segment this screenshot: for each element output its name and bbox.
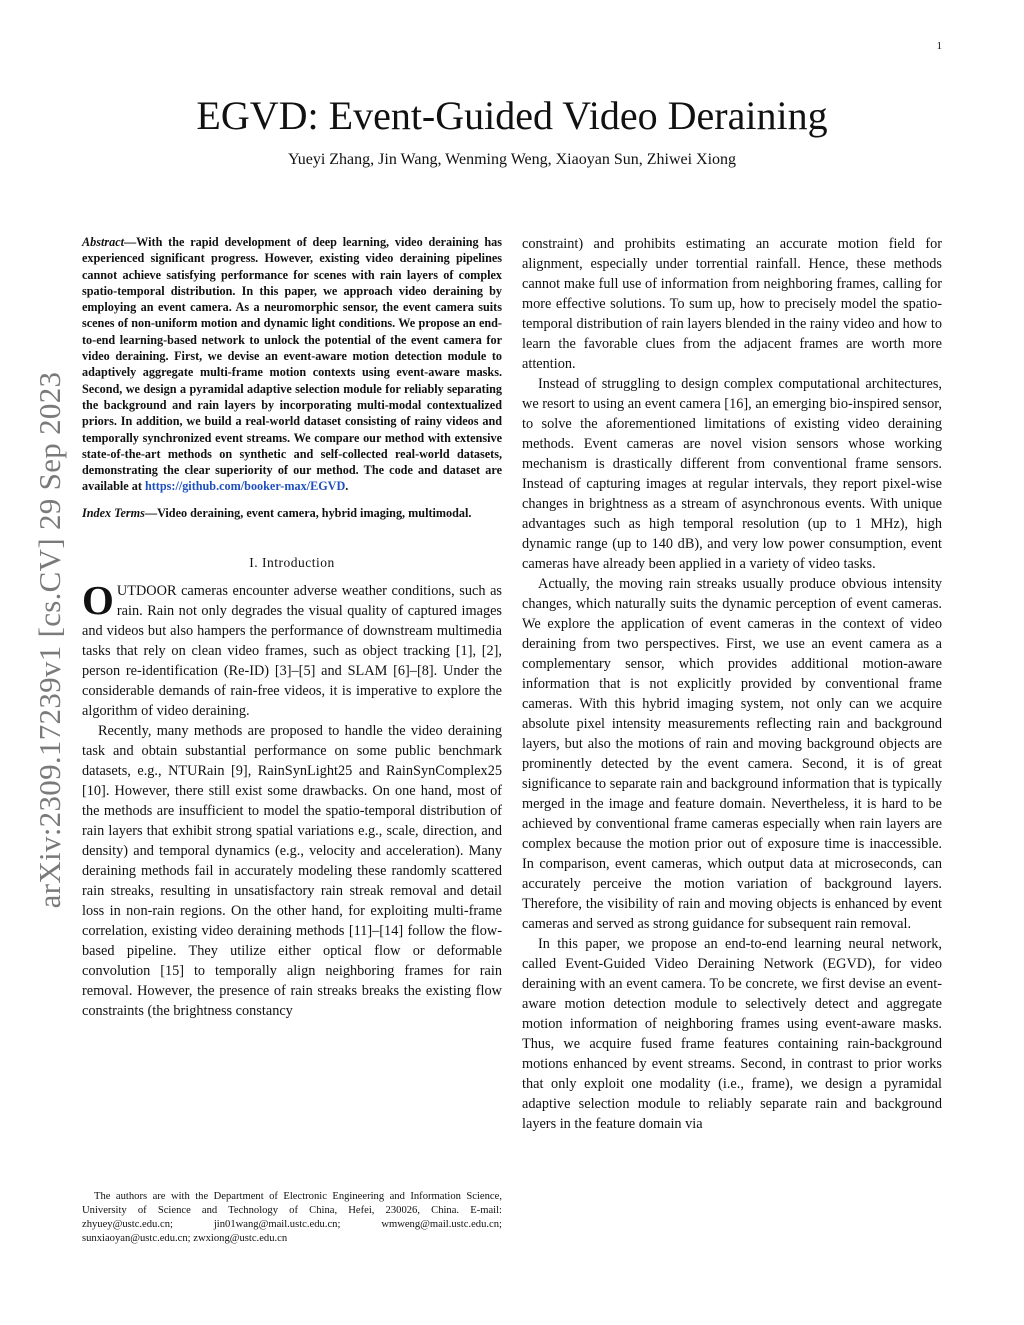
intro-paragraph-1	[82, 577, 502, 721]
author-footnote	[82, 1190, 502, 1246]
index-terms-text: —Video deraining, event camera, hybrid imaging, multimodal.	[144, 505, 472, 520]
intro-paragraph-3: constraint) and prohibits estimating an accurate motion field for alignment, especially under torrential rainfall. Hence, these methods cannot make full use of information from neighboring frames, calling for more effective solutions. To sum up, how to precisely model the spatio-temporal distribution of rain layers blended in the rainy video and how to learn the favorable clues from the adjacent frames are worth more attention.	[522, 236, 942, 372]
section-heading-introduction: I. Introduction	[249, 555, 335, 571]
footnote-text: The authors are with the Department of Electronic Engineering and Information Science, University of Science and Technology of China, Hefei, 230026, China. E-mail: zhyuey@ustc.edu.cn; jin01wang@mail.ustc.edu.cn; wmweng@mail.ustc.edu.cn; sunxiaoyan@ustc.edu.cn; zwxiong@ustc.edu.cn	[82, 1191, 502, 1244]
code-link[interactable]: https://github.com/booker-max/EGVD	[144, 479, 346, 494]
intro-paragraph-4: Instead of struggling to design complex computational architectures, we resort to using an event camera [16], an emerging bio-inspired sensor, to solve the aforementioned limitations of existing video deraining methods. Event cameras are novel vision sensors whose working mechanism is drastically different from conventional frame sensors. Instead of capturing images at regular intervals, they report pixel-wise changes in brightness as a stream of asynchronous events. With unique advantages such as high temporal resolution (up to 1 MHz), high dynamic range (up to 140 dB), and very low power consumption, event cameras have already been applied in a variety of video tasks.	[522, 376, 942, 572]
arxiv-sidebar	[28, 330, 72, 950]
index-terms	[82, 505, 502, 521]
intro-paragraph-2: Recently, many methods are proposed to handle the video deraining task and obtain substantial performance on some public benchmark datasets, e.g., NTURain [9], RainSynLight25 and RainSynComplex25 [10]. However, there still exist some drawbacks. On one hand, most of the methods are insufficient to model the spatio-temporal distribution of rain layers that exhibit strong spatial variations e.g., scale, direction, and density) and temporal dynamics (e.g., velocity and acceleration). Many deraining methods fail in accurately modeling these randomly scattered rain streaks, resulting in unsatisfactory rain streak removal and detail loss in non-rain regions. On the other hand, for exploiting multi-frame correlation, existing video deraining methods [11]–[14] follow the flow-based pipeline. They utilize either optical flow or deformable convolution [15] to temporally align neighboring frames for rain removal. However, the presence of rain streaks breaks the existing flow constraints (the brightness constancy	[82, 723, 502, 1020]
paper-title: EGVD: Event-Guided Video Deraining	[196, 93, 828, 138]
abstract-text: —With the rapid development of deep learning, video deraining has experienced significant progress. However, existing video deraining pipelines cannot achieve satisfying performance for scenes with rain layers of complex spatio-temporal distribution. In this paper, we approach video deraining by employing an event camera. As a neuromorphic sensor, the event camera suits scenes of non-uniform motion and dynamic light conditions. We propose an end-to-end learning-based network to unlock the potential of the event camera for video deraining. First, we devise an event-aware motion detection module to adaptively aggregate multi-frame motion contexts using event-aware masks. Second, we design a pyramidal adaptive selection module for reliably separating the background and rain layers by incorporating multi-modal contextualized priors. In addition, we build a real-world dataset consisting of rainy videos and temporally synchronized event streams. We compare our method with extensive state-of-the-art methods on synthetic and self-collected real-world datasets, demonstrating the clear superiority of our method. The code and dataset are available at	[82, 235, 502, 494]
drop-cap: O	[82, 577, 114, 624]
abstract	[82, 234, 502, 495]
author-list: Yueyi Zhang, Jin Wang, Wenming Weng, Xiaoyan Sun, Zhiwei Xiong	[287, 151, 737, 168]
abstract-label: Abstract	[82, 235, 124, 249]
intro-paragraph-6: In this paper, we propose an end-to-end learning neural network, called Event-Guided Video Deraining Network (EGVD), for video deraining with an event camera. To be concrete, we first devise an event-aware motion detection module to selectively detect and aggregate motion information of neighboring frames using event-aware masks. Thus, we acquire fused frame features containing rain-background motions enhanced by event streams. Second, in contrast to prior works that only exploit one modality (i.e., frame), we design a pyramidal adaptive selection module to reliably separate rain and background layers in the feature domain via	[522, 936, 942, 1132]
intro-paragraph-5: Actually, the moving rain streaks usually produce obvious intensity changes, which naturally suits the dynamic perception of event cameras. We explore the application of event cameras in the context of video deraining from two perspectives. First, we use an event camera as a complementary sensor, which provides additional motion-aware information that is not explicitly provided by conventional frame cameras. With this hybrid imaging system, not only can we acquire absolute pixel intensity measurements reflecting rain and background layers, but also the motions of rain and moving background objects are prominently detected by the event camera. Second, it is of great significance to separate rain and background information that is typically merged in the image and feature domain. Nevertheless, it is hard to be achieved by conventional frame cameras especially when rain layers are complex because the motion prior out of exposure time is inaccessible. In comparison, event cameras, which output data at microseconds, can accurately perceive the motion variation of background layers. Therefore, the visibility of rain and moving objects is enhanced by event cameras and served as strong guidance for subsequent rain removal.	[522, 576, 942, 932]
abstract-end: .	[345, 479, 349, 494]
intro-paragraph-1-text: UTDOOR cameras encounter adverse weather conditions, such as rain. Rain not only degrades the visual quality of captured images and videos but also hampers the performance of downstream multimedia tasks that rely on clean video frames, such as object tracking [1], [2], person re-identification (Re-ID) [3]–[5] and SLAM [6]–[8]. Under the considerable demands of rain-free videos, it is imperative to explore the algorithm of video deraining.	[82, 583, 502, 720]
index-terms-label: Index Terms	[82, 505, 145, 520]
left-column	[82, 234, 502, 1021]
page-number: 1	[936, 40, 942, 52]
right-column	[522, 234, 942, 1134]
arxiv-identifier: arXiv:2309.17239v1 [cs.CV] 29 Sep 2023	[32, 371, 67, 909]
